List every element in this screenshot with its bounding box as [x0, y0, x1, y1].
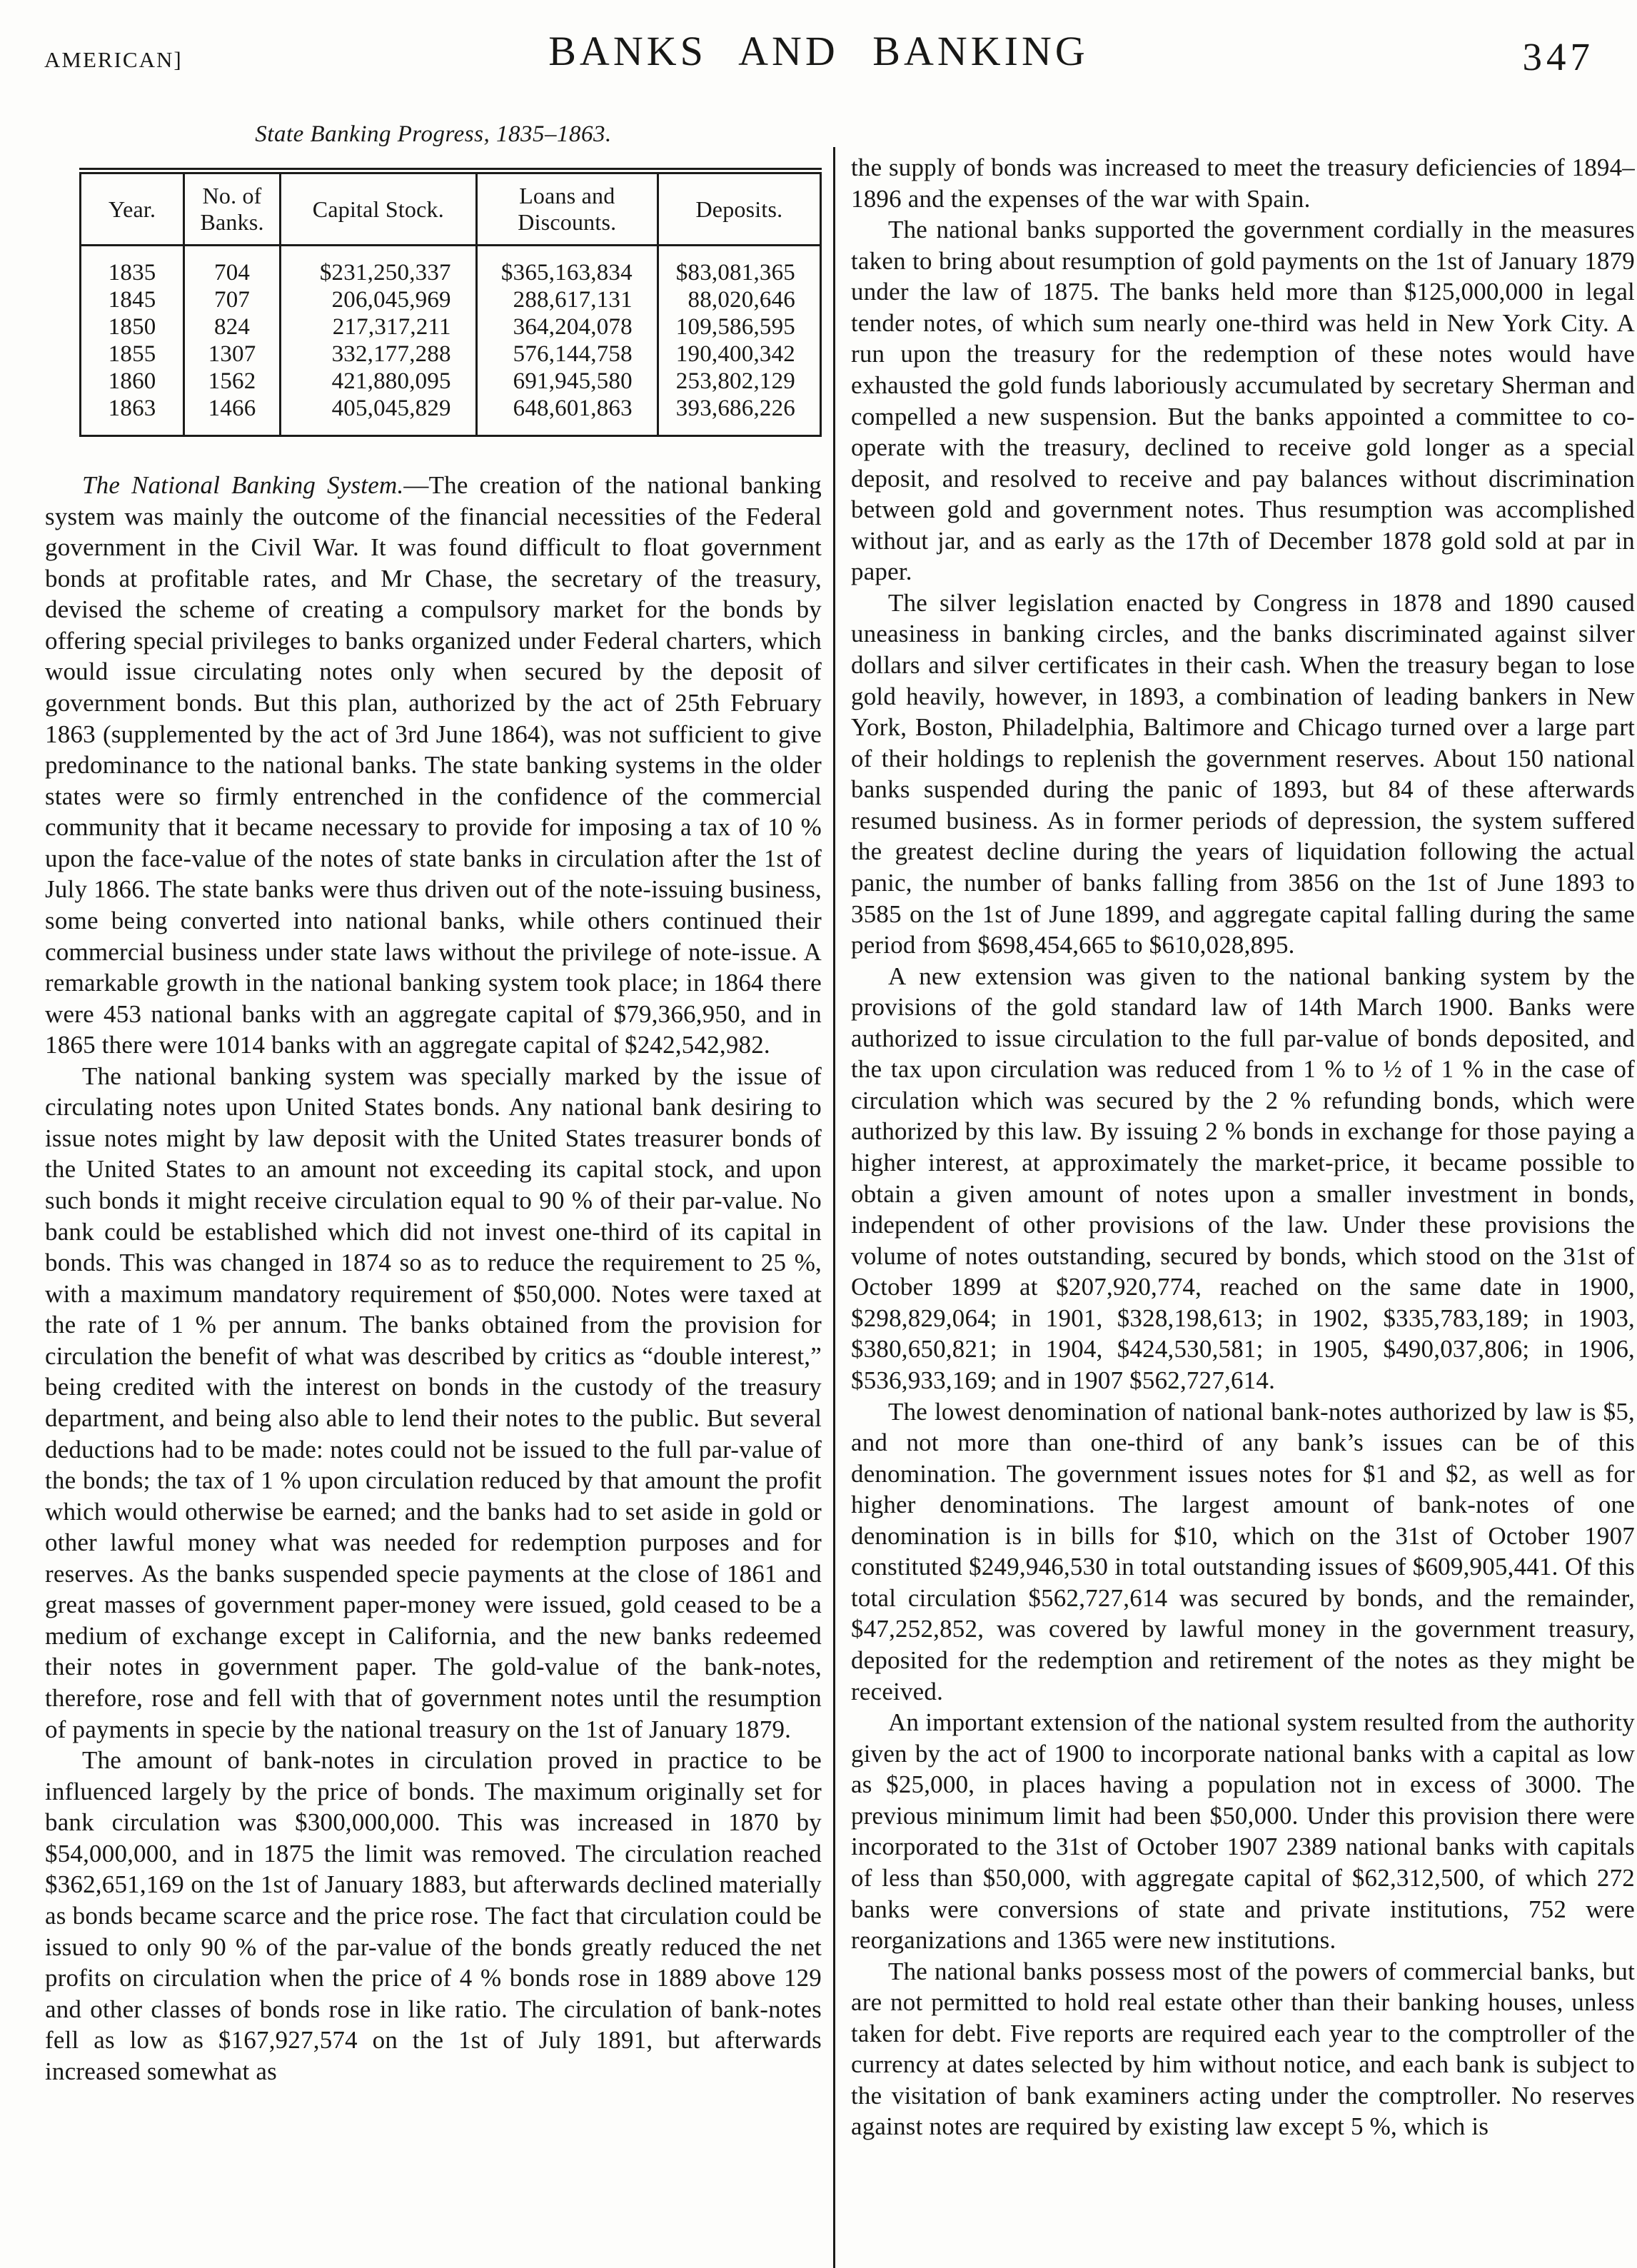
table-row	[81, 246, 821, 287]
page-number: 347	[1522, 35, 1594, 79]
table-row	[81, 313, 821, 341]
table-cell: 707	[184, 286, 281, 313]
paragraph: the supply of bonds was increased to meet the treasury deficiencies of 1894–1896 and the expenses of the war with Spain.	[851, 153, 1635, 213]
page-title: BANKS AND BANKING	[548, 28, 1089, 74]
table-cell: 691,945,580	[476, 368, 658, 395]
table-body	[81, 246, 821, 436]
table-header-cell: Deposits.	[658, 171, 820, 246]
table-row	[81, 368, 821, 395]
section-label: AMERICAN]	[44, 47, 183, 72]
state-banking-progress-table	[79, 168, 822, 437]
table-header-row	[81, 171, 821, 246]
table-cell: 109,586,595	[658, 313, 820, 341]
table-cell: 1307	[184, 341, 281, 368]
paragraph: The lowest denomination of national bank-notes authorized by law is $5, and not more than one-third of any bank’s issues can be of this denomination. The government issues notes for $1 and $2, as well as for higher denominations. The largest amount of bank-notes of one denomination is in bills for $10, which on the 31st of October 1907 constituted $249,946,530 in total outstanding issues of $609,905,441. Of this total circulation $562,727,614 was secured by bonds, and the remainder, $47,252,852, was covered by lawful money in the government treasury, deposited for the redemption and retirement of the notes as they might be received.	[851, 1397, 1635, 1705]
paragraph: The amount of bank-notes in circulation proved in practice to be influenced largely by the price of bonds. The maximum originally set for bank circulation was $300,000,000. This was increased in 1870 by $54,000,000, and in 1875 the limit was removed. The circulation reached $362,651,169 on the 1st of January 1883, but afterwards declined materially as bonds became scarce and the price rose. The fact that circulation could be issued to only 90 % of the par-value of the bonds greatly reduced the net profits on circulation when the price of 4 % bonds rose in 1889 above 129 and other classes of bonds rose in like ratio. The circulation of bank-notes fell as low as $167,927,574 on the 1st of July 1891, but afterwards increased somewhat as	[45, 1746, 822, 2085]
table-cell: 576,144,758	[476, 341, 658, 368]
table-cell: 190,400,342	[658, 341, 820, 368]
table-cell: 253,802,129	[658, 368, 820, 395]
table-cell: 288,617,131	[476, 286, 658, 313]
paragraph: The silver legislation enacted by Congress in 1878 and 1890 caused uneasiness in banking circles, and the banks discriminated against silver dollars and silver certificates in their cash. When the treasury began to lose gold heavily, however, in 1893, a combination of leading bankers in New York, Boston, Philadelphia, Baltimore and Chicago turned over a large part of their holdings to replenish the government reserves. About 150 national banks suspended during the panic of 1893, but 84 of these afterwards resumed business. As in former periods of depression, the system suffered the greatest decline during the years of liquidation following the actual panic, the number of banks falling from 3856 on the 1st of June 1893 to 3585 on the 1st of June 1899, and aggregate capital falling during the same period from $698,454,665 to $610,028,895.	[851, 588, 1635, 959]
table-cell: 393,686,226	[658, 395, 820, 436]
table-cell: 704	[184, 246, 281, 287]
paragraph: A new extension was given to the national banking system by the provisions of the gold standard law of 14th March 1900. Banks were authorized to issue circulation to the full par-value of bonds deposited, and the tax upon circulation was reduced from 1 % to ½ of 1 % in the case of circulation which was secured by the 2 % refunding bonds, which were authorized by this law. By issuing 2 % bonds in exchange for those paying a higher interest, at approximately the market-price, it became possible to obtain a given amount of notes upon a smaller investment in bonds, independent of other provisions of the law. Under these provisions the volume of notes outstanding, secured by bonds, which stood on the 31st of October 1899 at $207,920,774, reached on the same date in 1900, $298,829,064; in 1901, $328,198,613; in 1902, $335,783,189; in 1903, $380,650,821; in 1904, $424,530,581; in 1905, $490,037,806; in 1906, $536,933,169; and in 1907 $562,727,614.	[851, 962, 1635, 1394]
table-cell: 824	[184, 313, 281, 341]
left-column	[45, 120, 822, 2087]
table-header-cell: Year.	[81, 171, 184, 246]
right-column	[851, 152, 1635, 2142]
table-header-cell: Loans and Discounts.	[476, 171, 658, 246]
table-cell: 1466	[184, 395, 281, 436]
left-column-text	[45, 470, 822, 2087]
table-header-cell: No. of Banks.	[184, 171, 281, 246]
table-row	[81, 395, 821, 436]
paragraph: The national banks possess most of the powers of commercial banks, but are not permitted to hold real estate other than their banking houses, unless taken for debt. Five reports are required each year to the comptroller of the currency at dates selected by him without notice, and each bank is subject to the visitation of bank examiners acting under the comptroller. No reserves against notes are required by existing law except 5 %, which is	[851, 1957, 1635, 2141]
right-column-text	[851, 152, 1635, 2142]
table-cell: 1863	[108, 395, 156, 422]
table-caption: State Banking Progress, 1835–1863.	[255, 121, 612, 147]
column-divider	[833, 147, 835, 2268]
table-cell: $231,250,337	[280, 246, 476, 287]
table-cell: 1860	[108, 368, 156, 395]
table-header-cell: Capital Stock.	[280, 171, 476, 246]
table-cell: 421,880,095	[280, 368, 476, 395]
table-cell: 332,177,288	[280, 341, 476, 368]
table-cell: 1855	[108, 341, 156, 368]
table-row	[81, 286, 821, 313]
table-cell: 217,317,211	[280, 313, 476, 341]
table-cell: 1845	[108, 287, 156, 313]
table-cell: 648,601,863	[476, 395, 658, 436]
table-cell: 1562	[184, 368, 281, 395]
table-cell: 1850	[108, 314, 156, 341]
table-cell: $83,081,365	[658, 246, 820, 287]
table-cell: 88,020,646	[658, 286, 820, 313]
table-cell: 364,204,078	[476, 313, 658, 341]
paragraph-lead-italic: The National Banking System.	[82, 471, 404, 500]
table-cell: 1835	[108, 260, 156, 286]
paragraph: The National Banking System.—The creation of the national banking system was mainly the outcome of the financial necessities of the Federal government in the Civil War. It was found difficult to float government bonds at profitable rates, and Mr Chase, the secretary of the treasury, devised the scheme of creating a compulsory market for the bonds by offering special privileges to banks organized under Federal charters, which would issue circulating notes only when secured by the deposit of government bonds. But this plan, authorized by the act of 25th February 1863 (supplemented by the act of 3rd June 1864), was not sufficient to give predominance to the national banks. The state banking systems in the older states were so firmly entrenched in the confidence of the commercial community that it became necessary to provide for imposing a tax of 10 % upon the face-value of the notes of state banks in circulation after the 1st of July 1866. The state banks were thus driven out of the note-issuing business, some being converted into national banks, while others continued their commercial business under state laws without the privilege of note-issue. A remarkable growth in the national banking system took place; in 1864 there were 453 national banks with an aggregate capital of $79,366,950, and in 1865 there were 1014 banks with an aggregate capital of $242,542,982.	[45, 471, 822, 1059]
table-row	[81, 341, 821, 368]
table-cell: 206,045,969	[280, 286, 476, 313]
table-cell: $365,163,834	[476, 246, 658, 287]
paragraph: The national banking system was specially marked by the issue of circulating notes upon United States bonds. Any national bank desiring to issue notes might by law deposit with the United States treasurer bonds of the United States to an amount not exceeding its capital stock, and upon such bonds it might receive circulation equal to 90 % of their par-value. No bank could be established which did not invest one-third of its capital in bonds. This was changed in 1874 so as to reduce the requirement to 25 %, with a maximum mandatory requirement of $50,000. Notes were taxed at the rate of 1 % per annum. The banks obtained from the provision for circulation the benefit of what was described by critics as “double interest,” being credited with the interest on bonds in the custody of the treasury department, and being also able to lend their notes to the public. But several deductions had to be made: notes could not be issued to the full par-value of the bonds; the tax of 1 % upon circulation reduced by that amount the profit which would otherwise be earned; and the banks had to set aside in gold or other lawful money what was needed for redemption purposes and for reserves. As the banks suspended specie payments at the close of 1861 and great masses of government paper-money were issued, gold ceased to be a medium of exchange except in California, and the new banks redeemed their notes in government paper. The gold-value of the bank-notes, therefore, rose and fell with that of government notes until the resumption of payments in specie by the national treasury on the 1st of January 1879.	[45, 1062, 822, 1743]
table-cell: 405,045,829	[280, 395, 476, 436]
paragraph: An important extension of the national system resulted from the authority given by the act of 1900 to incorporate national banks with a capital as low as $25,000, in places having a population not in excess of 3000. The previous minimum limit had been $50,000. Under this provision there were incorporated to the 31st of October 1907 2389 national banks with capitals of less than $50,000, with aggregate capital of $62,312,500, of which 272 banks were conversions of state and private institutions, 752 were reorganizations and 1365 were new institutions.	[851, 1708, 1635, 1955]
paragraph: The national banks supported the government cordially in the measures taken to bring about resumption of gold payments on the 1st of January 1879 under the law of 1875. The banks held more than $125,000,000 in legal tender notes, of which sum nearly one-third was held in New York City. A run upon the treasury for the redemption of these notes would have exhausted the gold funds laboriously accumulated by secretary Sherman and compelled a new suspension. But the banks appointed a committee to co-operate with the treasury, declined to receive gold longer as a special deposit, and resolved to receive and pay balances without discrimination between gold and government notes. Thus resumption was accomplished without jar, and as early as the 17th of December 1878 gold sold at par in paper.	[851, 216, 1635, 586]
